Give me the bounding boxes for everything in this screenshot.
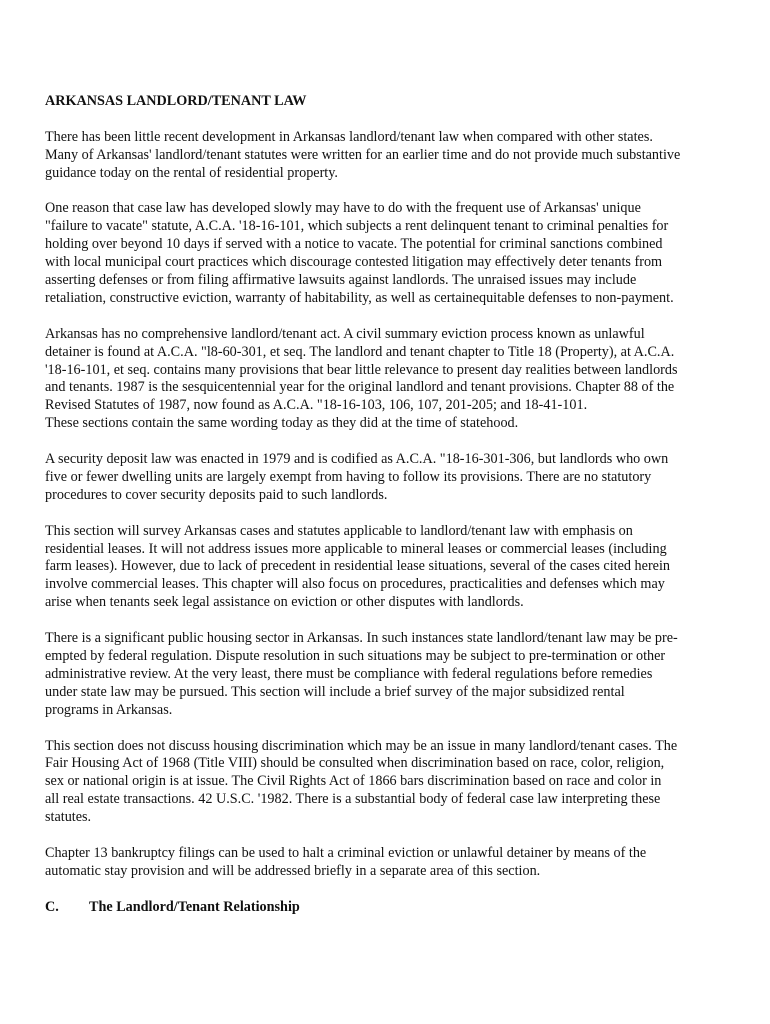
- text-line: A security deposit law was enacted in 1979 and is codified as A.C.A. "18-16-301-306, but landlords who own: [45, 451, 669, 468]
- text-line: statutes.: [45, 809, 92, 826]
- section-heading: [45, 899, 727, 917]
- body-paragraph: [45, 845, 727, 881]
- text-line: Revised Statutes of 1987, now found as A.C.A. "18-16-103, 106, 107, 201-205; and 18-41-101.: [45, 397, 588, 414]
- text-line: all real estate transactions. 42 U.S.C. '1982. There is a substantial body of federal case law interpreting these: [45, 791, 661, 808]
- text-line: Fair Housing Act of 1968 (Title VIII) should be consulted when discrimination based on race, color, religion,: [45, 755, 665, 772]
- text-line: empted by federal regulation. Dispute resolution in such situations may be subject to pre-termination or other: [45, 648, 666, 664]
- body-paragraph: [45, 326, 727, 433]
- section-letter: C.: [45, 898, 59, 915]
- text-line: These sections contain the same wording today as they did at the time of statehood.: [45, 415, 519, 432]
- body-paragraph: [45, 630, 727, 720]
- body-paragraph: [45, 200, 727, 307]
- text-line: holding over beyond 10 days if served with a notice to vacate. The potential for criminal sanctions combined: [45, 236, 663, 253]
- text-line: asserting defenses or from filing affirmative lawsuits against landlords. The unraised issues may include: [45, 272, 637, 289]
- section-title: The Landlord/Tenant Relationship: [89, 898, 300, 915]
- text-line: retaliation, constructive eviction, warranty of habitability, as well as certainequitable defenses to non-payment.: [45, 289, 674, 306]
- text-line: procedures to cover security deposits paid to such landlords.: [45, 486, 388, 503]
- text-line: Arkansas has no comprehensive landlord/tenant act. A civil summary eviction process known as unlawful: [45, 325, 645, 342]
- text-line: administrative review. At the very least, there must be compliance with federal regulations before remedies: [45, 665, 653, 682]
- text-line: under state law may be pursued. This section will include a brief survey of the major subsidized rental: [45, 683, 625, 700]
- text-line: guidance today on the rental of residential property.: [45, 164, 338, 181]
- document-title: ARKANSAS LANDLORD/TENANT LAW: [45, 93, 307, 109]
- text-line: One reason that case law has developed slowly may have to do with the frequent use of Arkansas' unique: [45, 200, 641, 217]
- text-line: This section does not discuss housing discrimination which may be an issue in many landlord/tenant cases. The: [45, 737, 678, 754]
- text-line: programs in Arkansas.: [45, 701, 173, 718]
- text-line: '18-16-101, et seq. contains many provisions that bear little relevance to present day realities between landlords: [45, 361, 678, 378]
- text-line: arise when tenants seek legal assistance on eviction or other disputes with landlords.: [45, 594, 524, 611]
- text-line: five or fewer dwelling units are largely exempt from having to follow its provisions. There are no statutory: [45, 468, 652, 485]
- body-paragraph: [45, 451, 727, 505]
- text-line: "failure to vacate" statute, A.C.A. '18-16-101, which subjects a rent delinquent tenant to criminal penalties for: [45, 218, 669, 235]
- text-line: There is a significant public housing sector in Arkansas. In such instances state landlord/tenant law may be pre-: [45, 630, 678, 647]
- text-line: and tenants. 1987 is the sesquicentennial year for the original landlord and tenant provisions. Chapter 88 of the: [45, 379, 675, 396]
- text-line: sex or national origin is at issue. The Civil Rights Act of 1866 bars discrimination based on race and color in: [45, 773, 662, 790]
- text-line: This section will survey Arkansas cases and statutes applicable to landlord/tenant law with emphasis on: [45, 522, 633, 539]
- text-line: Many of Arkansas' landlord/tenant statutes were written for an earlier time and do not provide much substantive: [45, 146, 681, 163]
- document-body: [45, 93, 727, 917]
- body-paragraph: [45, 129, 727, 183]
- paragraph-list: [45, 129, 727, 881]
- text-line: involve commercial leases. This chapter will also focus on procedures, practicalities and defenses which may: [45, 576, 665, 593]
- text-line: automatic stay provision and will be addressed briefly in a separate area of this section.: [45, 862, 541, 879]
- text-line: with local municipal court practices which discourage contested litigation may effectively deter tenants from: [45, 254, 663, 271]
- text-line: detainer is found at A.C.A. "l8-60-301, et seq. The landlord and tenant chapter to Title 18 (Property), at A.C.A.: [45, 343, 675, 360]
- text-line: Chapter 13 bankruptcy filings can be used to halt a criminal eviction or unlawful detainer by means of the: [45, 844, 647, 861]
- text-line: residential leases. It will not address issues more applicable to mineral leases or commercial leases (including: [45, 540, 667, 557]
- body-paragraph: [45, 523, 727, 613]
- body-paragraph: [45, 738, 727, 828]
- text-line: farm leases). However, due to lack of precedent in residential lease situations, several of the cases cited herein: [45, 558, 670, 575]
- text-line: There has been little recent development in Arkansas landlord/tenant law when compared with other states.: [45, 128, 653, 145]
